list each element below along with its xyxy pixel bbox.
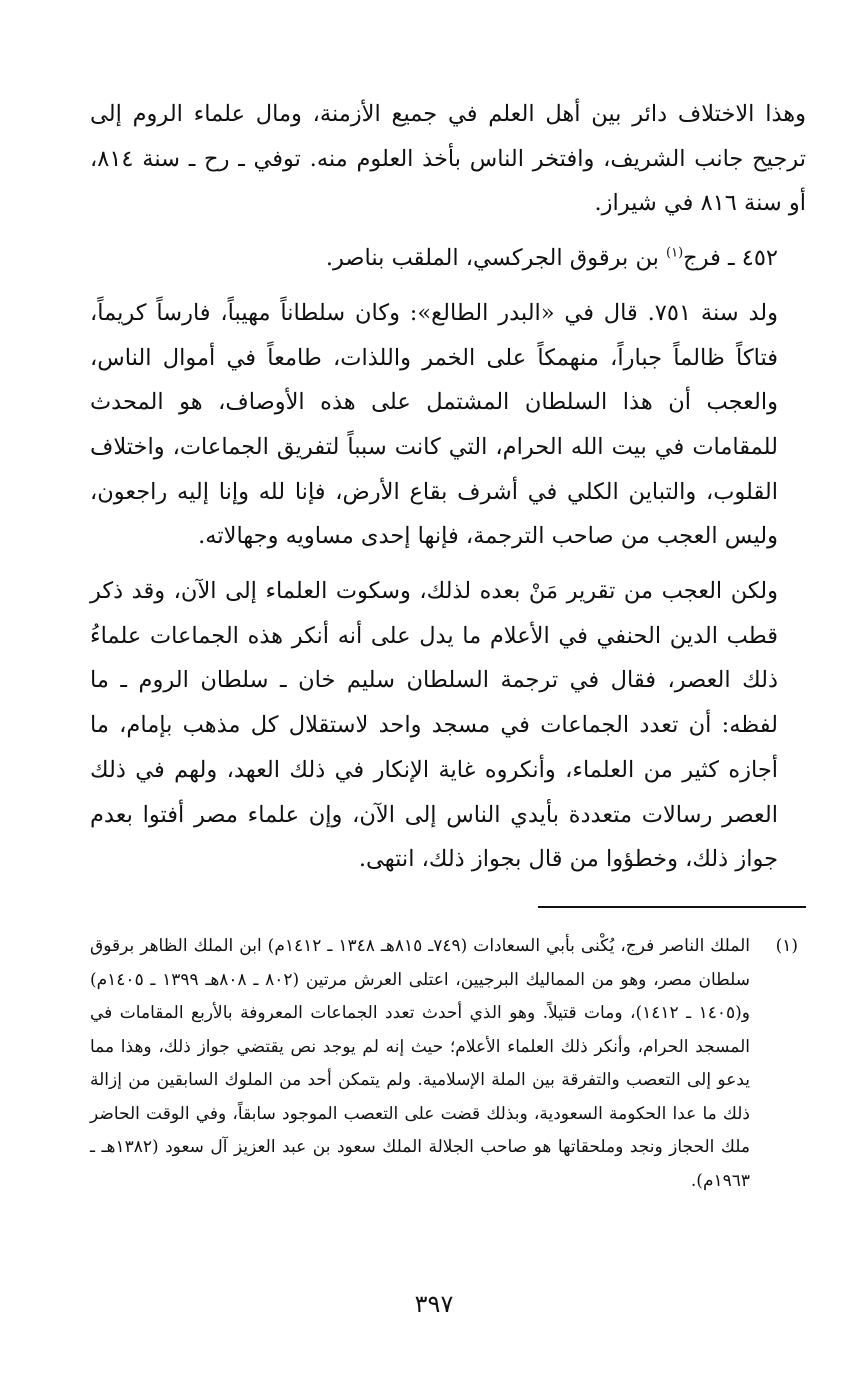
entry-number: ٤٥٢ ـ فرج [683,245,778,272]
main-text [90,92,806,892]
page-number: ٣٩٧ [414,1290,454,1318]
paragraph-1: وهذا الاختلاف دائر بين أهل العلم في جميع الأزمنة، ومال علماء الروم إلى ترجيح جانب الشريف، وافتخر الناس بأخذ العلوم منه. توفي ـ رح ـ سنة ٨١٤، أو سنة ٨١٦ في شيراز. [90,101,806,217]
entry-title: بن برقوق الجركسي، الملقب بناصر. [325,245,666,272]
entry-heading [90,236,806,281]
footnote [90,930,806,1198]
footnote-separator [538,906,806,908]
paragraph-2: ولد سنة ٧٥١. قال في «البدر الطالع»: وكان سلطاناً مهيباً، فارساً كريماً، فتاكاً ظالماً جباراً، منهمكاً على الخمر واللذات، طامعاً في أموال الناس، والعجب أن هذا السلطان المشتمل على هذه الأوصاف، هو المحدث للمقامات في بيت الله الحرام، التي كانت سبباً لتفريق الجماعات، واختلاف القلوب، والتباين الكلي في أشرف بقاع الأرض، فإنا لله وإنا إليه راجعون، وليس العجب من صاحب الترجمة، فإنها إحدى مساويه وجهالاته. [90,299,778,550]
footnote-text: الملك الناصر فرج، يُكْنى بأبي السعادات (٧٤٩ـ ٨١٥هـ ١٣٤٨ ـ ١٤١٢م) ابن الملك الظاهر برقوق سلطان مصر، وهو من المماليك البرجيين، اعتلى العرش مرتين (٨٠٢ ـ ٨٠٨هـ ١٣٩٩ ـ ١٤٠٥م) و(١٤٠٥ ـ ١٤١٢)، ومات قتيلاً. وهو الذي أحدث تعدد الجماعات المعروفة بالأربع المقامات في المسجد الحرام، وأنكر ذلك العلماء الأعلام؛ حيث إنه لم يوجد نص يقتضي جواز ذلك، وهذا مما يدعو إلى التعصب والتفرقة بين الملة الإسلامية. ولم يتمكن أحد من الملوك السابقين من إزالة ذلك ما عدا الحكومة السعودية، وبذلك قضت على التعصب الموجود سابقاً، وفي الوقت الحاضر ملك الحجاز ونجد وملحقاتها هو صاحب الجلالة الملك سعود بن عبد العزيز آل سعود (١٣٨٢هـ ـ ١٩٦٣م). [90,936,750,1191]
footnote-reference[interactable]: (١) [666,245,684,261]
paragraph-3: ولكن العجب من تقرير مَنْ بعده لذلك، وسكوت العلماء إلى الآن، وقد ذكر قطب الدين الحنفي في الأعلام ما يدل على أنه أنكر هذه الجماعات علماءُ ذلك العصر، فقال في ترجمة السلطان سليم خان ـ سلطان الروم ـ ما لفظه: أن تعدد الجماعات في مسجد واحد لاستقلال كل مذهب بإمام، ما أجازه كثير من العلماء، وأنكروه غاية الإنكار في ذلك العهد، ولهم في ذلك العصر رسالات متعددة بأيدي الناس إلى الآن، وإن علماء مصر أفتوا بعدم جواز ذلك، وخطؤوا من قال بجواز ذلك، انتهى. [90,578,778,873]
footnote-marker: (١) [775,936,798,956]
